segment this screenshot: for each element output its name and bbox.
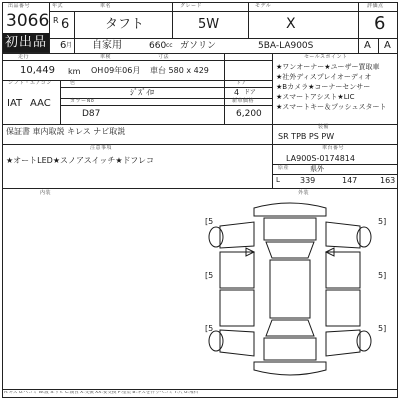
score-label: 評価点 [367,3,384,9]
era-label: 年式 [52,3,64,9]
equip-line [272,124,398,125]
roof-shape [270,260,310,318]
wheel-rear-left [209,331,223,351]
feature-item: ★スマートアシスト★LIC [276,93,355,101]
spec-vdiv-trans [60,80,61,124]
grade-code-value: 5W [198,17,220,32]
color-label: 色 [70,80,76,86]
month-value: 6 [60,40,67,51]
damage-mark: [5 [205,217,214,226]
windshield-shape [266,242,314,258]
features-title: セールスポイント [304,54,348,60]
color-no-label: カラーNo [70,98,95,104]
damage-mark-value: 5 [378,217,384,226]
trans-value: IAT [7,98,23,109]
model-label: モデル [255,3,272,9]
price-label: 新車価格 [232,98,255,104]
mileage-unit: km [68,67,81,76]
interior-title: 内装 [40,190,52,196]
color-no-value: D87 [82,109,101,119]
damage-mark-value: 5 [208,324,214,333]
left-rear-door-shape [220,290,254,326]
spec-row-line-2 [60,87,272,88]
right-rear-door-shape [326,290,360,326]
damage-mark: 5] [378,217,387,226]
warranty-record: 保証書 車内取説 キレス ナビ取説 [6,127,126,136]
inspection-label: 車検 [100,54,112,60]
feature-item: ★社外ディスプレイオーディオ [276,73,372,81]
first-listing-badge [3,33,49,52]
equip-label: 装備 [318,124,330,130]
damage-mark-value: 5 [208,271,214,280]
lot-number: 3066 [6,11,50,31]
month-unit: 月 [66,42,73,49]
header-vdiv-1 [74,11,75,53]
mileage-value: 10,449 [20,65,55,76]
mileage-label: 走行 [18,54,30,60]
right-quarter-shape [326,330,360,356]
dim-length: 339 [300,176,316,185]
doors-label: ドア [236,80,247,86]
size-value: 車台 580 x 429 [150,66,209,75]
origin-value: 県外 [310,165,324,173]
damage-mark-value: 5 [378,271,384,280]
doors-unit: ドア [244,89,256,96]
interior-grade-value: A [364,40,371,51]
wheel-rear-right [357,331,371,351]
features-list [276,64,398,111]
notes-text: ★オートLED★スノアスイッチ★ドフレコ [6,156,154,165]
chassis-title: 車台番号 [322,145,345,151]
inspection-value: 09年06月 [104,66,141,75]
wheel-front-right [357,227,371,247]
spec-label-strip [2,60,272,61]
damage-mark-value: 5 [378,324,384,333]
left-quarter-shape [220,330,254,356]
model-value: X [286,16,296,32]
era-value: R [53,16,59,25]
dim-height: 163 [380,176,396,185]
specs-vdiv-main [272,53,273,144]
score-value: 6 [374,13,386,34]
left-fender-shape [220,222,254,248]
legend [4,391,396,396]
first-listing-text: 初出品 [4,35,47,50]
fuel-value: ガソリン [180,41,217,51]
origin-label: 原産 [278,165,290,171]
equip-value: SR TPB PS PW [278,132,335,141]
hood-shape [264,218,316,240]
damage-mark: 5] [378,324,387,333]
notes-title: 注意事項 [90,145,113,151]
specs-vdiv-small [224,53,225,124]
car-name-value: タフト [105,17,145,32]
header-vdiv-4 [358,2,359,53]
color-value: ｼﾞｽﾞｲﾛ [130,88,154,97]
header-vdiv-3 [248,2,249,38]
lot-label: 出品番号 [8,3,31,9]
displacement-unit: cc [166,42,173,49]
notes-vdiv [272,144,273,188]
car-name-label: 車名 [100,3,112,9]
trans-label: シフト・エアコン [8,80,52,86]
legend-line [2,389,398,390]
header-vdiv-2 [172,2,173,38]
feature-item: ★スマートキー＆プッシュスタート [276,103,387,111]
header-row1-line [50,38,398,39]
chassis-line-2 [272,174,398,175]
record-row-top [2,124,272,125]
inspection-short: OH [91,66,104,75]
chassis-number: LA900S-0174814 [286,154,355,163]
rear-bumper-shape [254,362,326,375]
right-fender-shape [326,222,360,248]
feature-item: ★ワンオーナー★ユーザー買取車 [276,63,380,71]
left-front-door-shape [220,252,254,288]
right-front-door-shape [326,252,360,288]
spec-row-line-4 [60,105,272,106]
dim-width: 147 [342,176,358,185]
wheel-front-left [209,227,223,247]
chassis-line-1 [272,164,398,165]
price-value: 6,200 [236,109,262,119]
use-type-value: 自家用 [92,40,122,51]
ac-value: AAC [30,98,51,109]
legend-text: A:キズ U:ヘコミ W:波 S:サビ C:腐食 X:交換 XX:要交換 P:塗装 B:キズを伴うヘコミ Y:穴 G:飛石 [4,391,198,395]
exterior-title: 外装 [298,190,310,196]
rear-glass-shape [266,320,314,336]
doors-value: 4 [234,88,240,97]
year-value: 6 [61,17,70,32]
damage-mark: [5 [205,324,214,333]
size-label: 寸法 [158,54,170,60]
tailgate-shape [264,338,316,360]
diagram-top-line [2,188,398,189]
damage-mark-value: 5 [208,217,214,226]
damage-mark: 5] [378,271,387,280]
car-outline [209,203,371,375]
grade-label: グレード [180,3,203,9]
displacement-value: 660 [149,41,167,51]
model-code-value: 5BA-LA900S [258,41,314,51]
front-bumper-shape [254,203,326,216]
feature-item: ★Bカメラ★コーナーセンサー [276,83,371,91]
car-diagram [190,196,390,390]
exterior-grade-value: A [384,40,391,51]
damage-mark: [5 [205,271,214,280]
grade-box-divider [378,38,379,53]
dims-prefix: L [276,176,280,184]
